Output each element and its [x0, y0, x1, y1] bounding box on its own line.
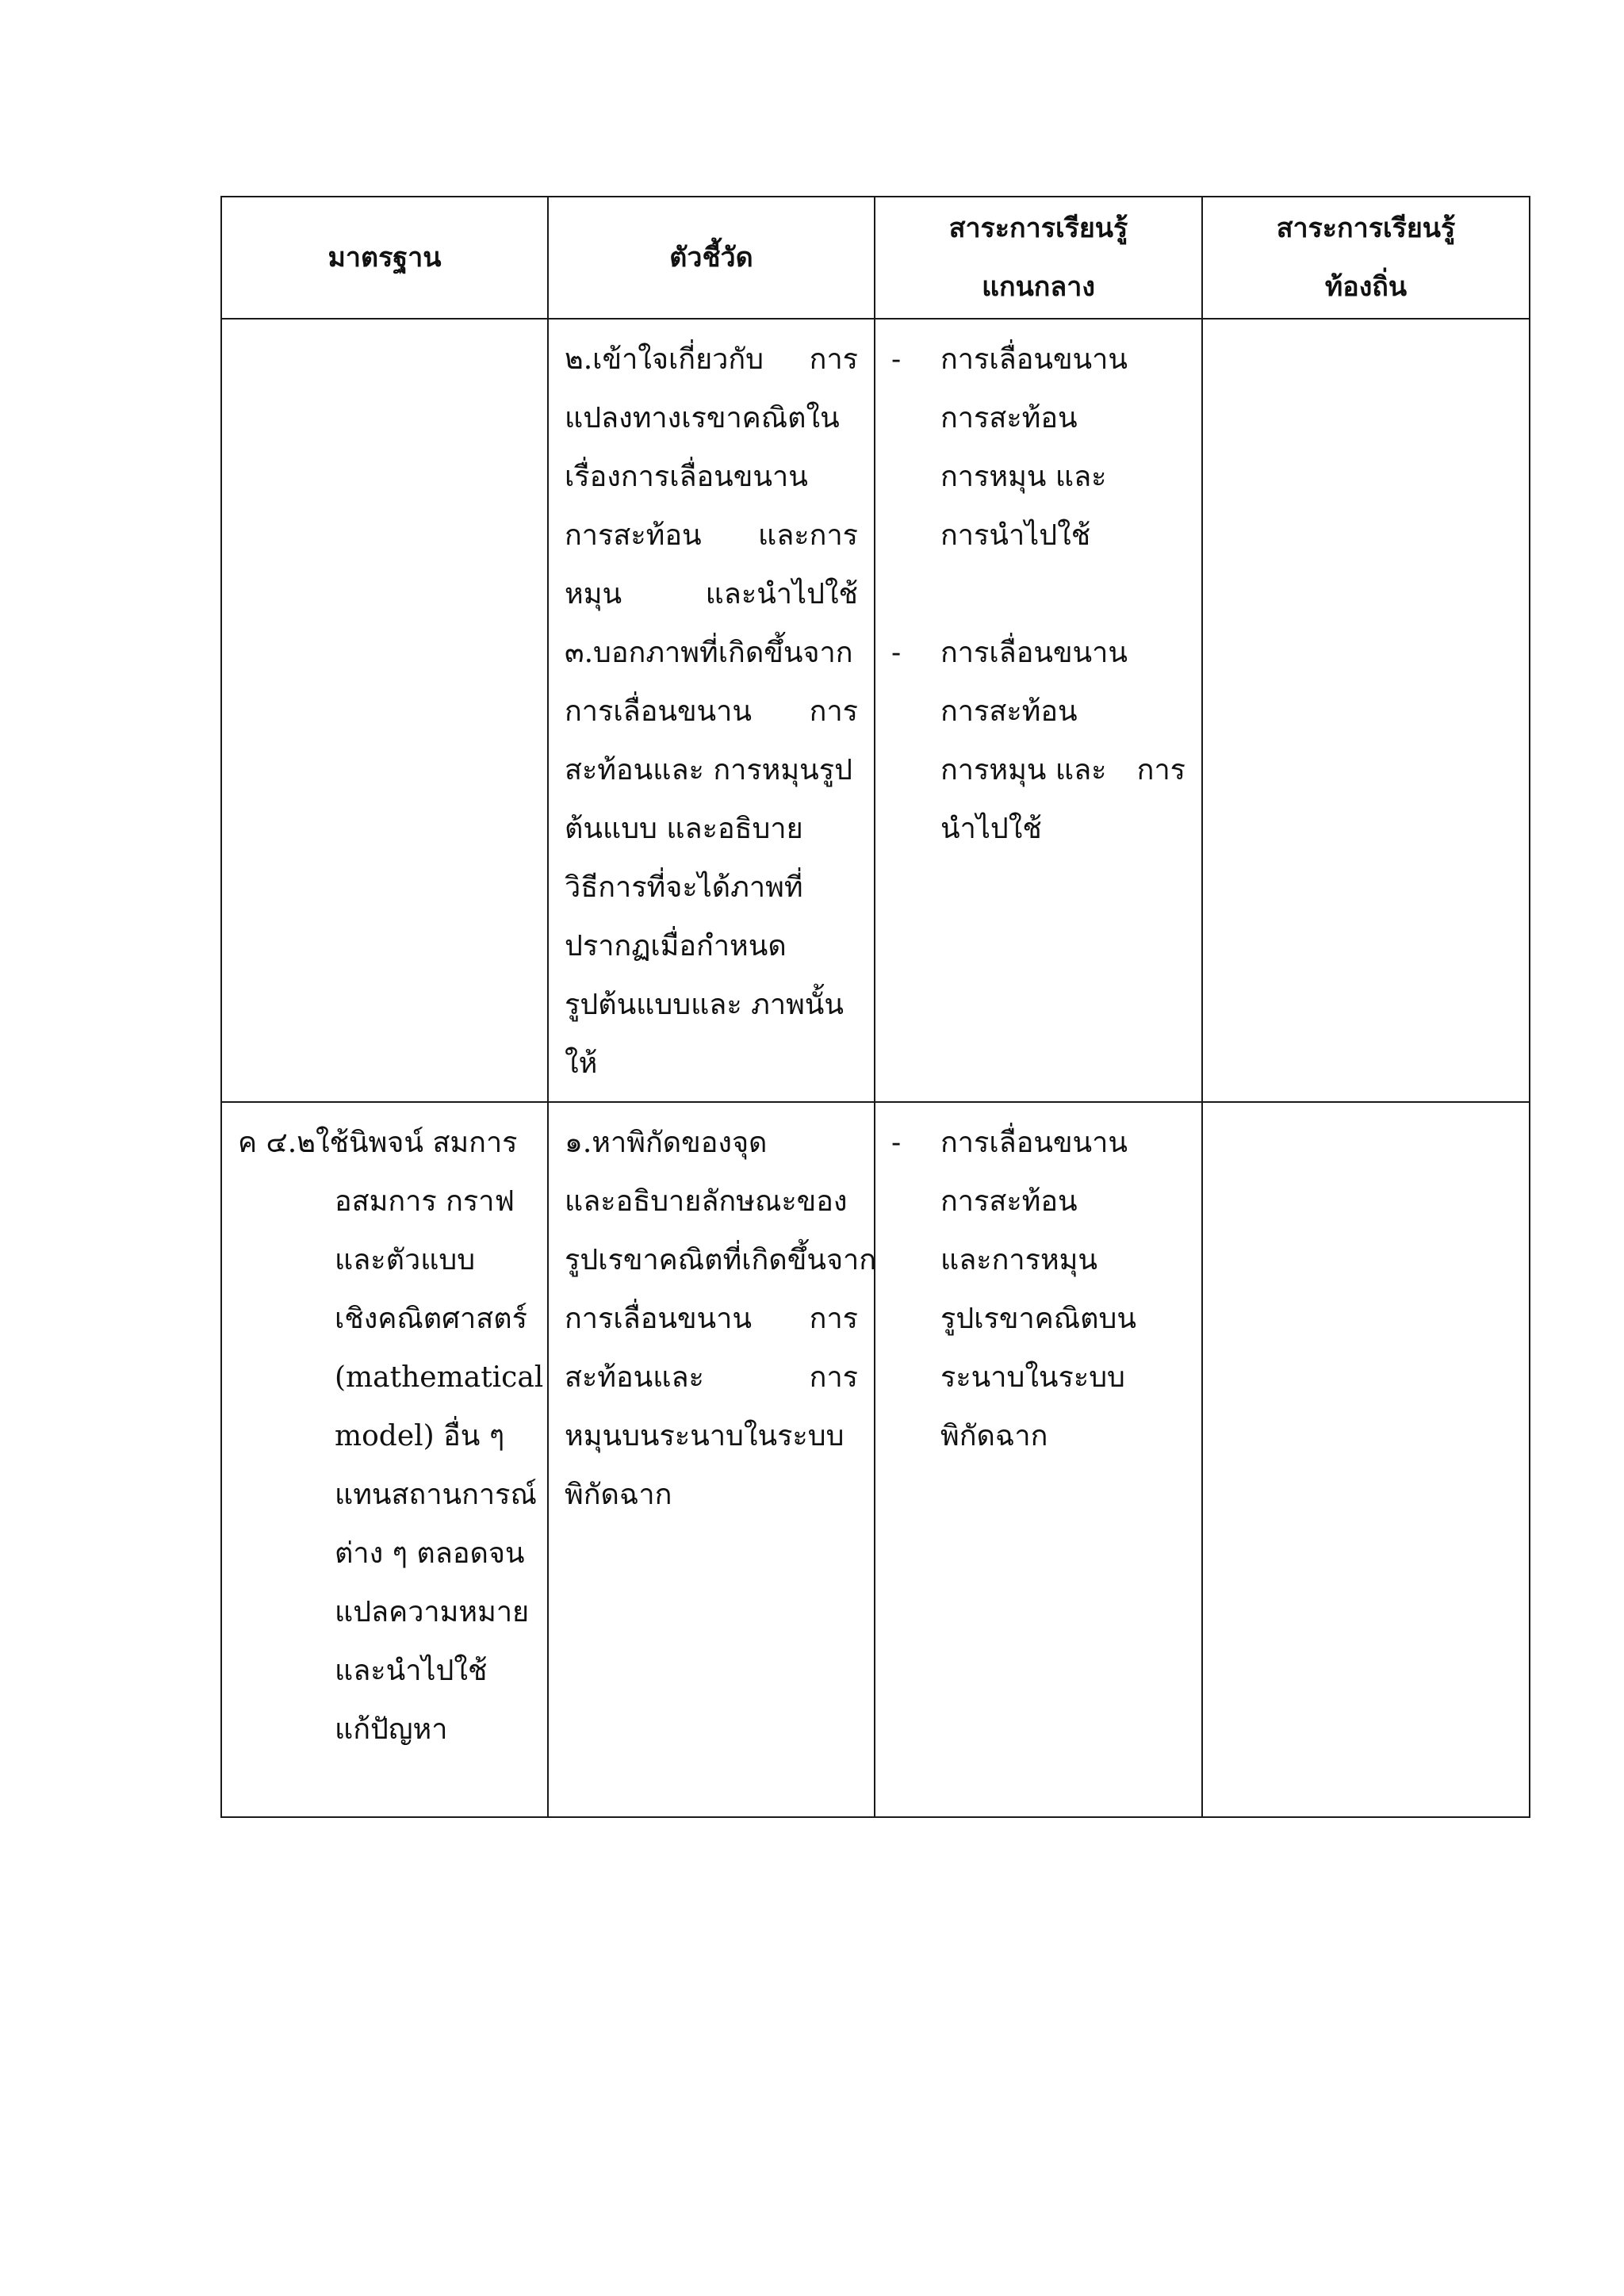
text-segment: แปลงทางเรขาคณิตใน — [565, 402, 840, 434]
text-line — [940, 800, 1185, 859]
text-line: model) อื่น ๆ — [335, 1420, 505, 1452]
text-segment: การสะท้อน — [565, 519, 702, 552]
text-line — [940, 389, 1185, 448]
text-line — [565, 800, 858, 859]
text-segment: ๒.เข้าใจเกี่ยวกับ — [565, 343, 764, 376]
text-segment: ๓.บอกภาพที่เกิดขึ้นจาก — [565, 637, 853, 669]
text-line — [940, 741, 1185, 800]
text-segment: หมุนบนระนาบในระบบ — [565, 1420, 845, 1452]
text-segment: และการหมุน — [940, 1244, 1098, 1276]
core-content-cell — [875, 1102, 1202, 1817]
text-segment: การหมุน และ — [940, 461, 1107, 493]
text-line — [565, 1231, 877, 1290]
text-segment: พิกัดฉาก — [940, 1420, 1048, 1452]
text-segment: การ — [809, 1303, 858, 1335]
text-segment: รูปเรขาคณิตบน — [940, 1303, 1136, 1335]
text-segment: รูปต้นแบบและ ภาพนั้น — [565, 989, 845, 1021]
core-content-list — [875, 1103, 1201, 1474]
text-line — [940, 1407, 1185, 1466]
text-segment: วิธีการที่จะได้ภาพที่ — [565, 871, 803, 904]
text-segment: ปรากฏเมื่อกำหนด — [565, 930, 787, 962]
standard-continuation — [238, 1173, 544, 1759]
text-line — [940, 448, 1185, 507]
text-line: ต่าง ๆ ตลอดจน — [335, 1537, 525, 1570]
core-content-cell — [875, 319, 1202, 1102]
text-segment: และอธิบายลักษณะของ — [565, 1185, 848, 1218]
header-standard: มาตรฐาน — [221, 197, 548, 319]
list-item — [891, 1114, 1185, 1466]
text-line — [565, 448, 858, 507]
indicator-cell — [548, 319, 875, 1102]
standard-text: ค ๔.๒ใช้นิพจน์ สมการ อสมการ กราฟ และตัวแบบ เชิงคณิตศาสตร์ (mathematical model) อื่น ๆ แทนสถานการณ์ ต่าง ๆ ตลอดจน แปลความหมาย และนำไปใช้ แก้ปัญหา — [222, 1103, 547, 1767]
text-line — [940, 1114, 1185, 1173]
text-segment: การสะท้อน — [940, 402, 1078, 434]
text-line — [940, 1173, 1185, 1231]
text-line — [565, 1466, 858, 1525]
text-segment: การนำไปใช้ — [940, 519, 1091, 552]
list-item — [891, 331, 1185, 565]
standard-cell — [221, 319, 548, 1102]
text-segment: การเลื่อนขนาน — [940, 1127, 1128, 1159]
text-line — [940, 1231, 1185, 1290]
text-line: แปลความหมาย — [335, 1596, 530, 1628]
indicator-cell — [548, 1102, 875, 1817]
standard-cell — [221, 1102, 548, 1817]
text-segment: พิกัดฉาก — [565, 1479, 672, 1511]
text-segment: รูปเรขาคณิตที่เกิดขึ้นจาก — [565, 1244, 877, 1276]
header-core-content: สาระการเรียนรู้ แกนกลาง — [875, 197, 1202, 319]
text-line — [565, 565, 858, 624]
bullet-dash: - — [891, 1127, 902, 1159]
text-segment: การ — [809, 695, 858, 728]
list-item — [891, 624, 1185, 859]
text-line — [940, 507, 1185, 565]
bullet-dash: - — [891, 637, 902, 669]
text-line — [565, 624, 858, 683]
text-line — [940, 1290, 1185, 1349]
text-line — [940, 683, 1185, 741]
text-segment: สะท้อนและ — [565, 1361, 704, 1394]
local-content-cell — [1202, 319, 1530, 1102]
text-segment: การหมุน และ — [940, 754, 1107, 786]
text-line: และตัวแบบ — [335, 1244, 476, 1276]
indicator-text — [549, 1103, 877, 1533]
header-indicator: ตัวชี้วัด — [548, 197, 875, 319]
text-line — [940, 624, 1185, 683]
text-line — [940, 331, 1185, 389]
text-segment: เรื่องการเลื่อนขนาน — [565, 461, 808, 493]
text-line — [565, 1290, 858, 1349]
text-segment: การเลื่อนขนาน — [565, 695, 752, 728]
text-segment: ๑.หาพิกัดของจุด — [565, 1127, 768, 1159]
text-line: แทนสถานการณ์ — [335, 1479, 537, 1511]
text-line — [565, 1035, 858, 1093]
text-line — [565, 389, 858, 448]
text-line — [940, 1349, 1185, 1407]
table-row — [221, 1102, 1530, 1817]
text-segment: ต้นแบบ และอธิบาย — [565, 813, 803, 845]
text-line — [565, 859, 858, 917]
text-segment: การ — [809, 1361, 858, 1394]
header-row — [221, 197, 1530, 319]
indicator-text — [549, 320, 874, 1101]
text-line — [565, 917, 858, 976]
text-line — [565, 1407, 858, 1466]
text-line: และนำไปใช้ — [335, 1655, 488, 1687]
text-segment: หมุน — [565, 578, 622, 610]
text-line: เชิงคณิตศาสตร์ — [335, 1303, 527, 1335]
text-segment: สะท้อนและ การหมุนรูป — [565, 754, 852, 786]
text-segment: การ — [1136, 754, 1185, 786]
text-segment: ระนาบในระบบ — [940, 1361, 1125, 1394]
text-line — [565, 1173, 858, 1231]
text-line: อสมการ กราฟ — [335, 1185, 515, 1218]
text-line — [565, 976, 858, 1035]
text-segment: การเลื่อนขนาน — [940, 343, 1128, 376]
text-line — [565, 331, 858, 389]
local-content-cell — [1202, 1102, 1530, 1817]
table-row — [221, 319, 1530, 1102]
text-segment: การเลื่อนขนาน — [940, 637, 1128, 669]
text-line — [565, 1114, 858, 1173]
text-segment: การสะท้อน — [940, 1185, 1078, 1218]
text-segment: ให้ — [565, 1047, 598, 1080]
text-segment: นำไปใช้ — [940, 813, 1042, 845]
text-line: (mathematical — [335, 1361, 544, 1394]
curriculum-table — [220, 196, 1530, 1818]
core-content-list — [875, 320, 1201, 867]
bullet-dash: - — [891, 343, 902, 376]
text-line — [565, 683, 858, 741]
header-local-content: สาระการเรียนรู้ ท้องถิ่น — [1202, 197, 1530, 319]
text-segment: และนำไปใช้ — [705, 578, 858, 610]
text-segment: และการ — [758, 519, 858, 552]
text-segment: การเลื่อนขนาน — [565, 1303, 752, 1335]
text-line — [565, 1349, 858, 1407]
text-line — [565, 741, 858, 800]
text-segment: การ — [809, 343, 858, 376]
text-segment: การสะท้อน — [940, 695, 1078, 728]
text-line — [565, 507, 858, 565]
text-line: แก้ปัญหา — [335, 1713, 448, 1746]
